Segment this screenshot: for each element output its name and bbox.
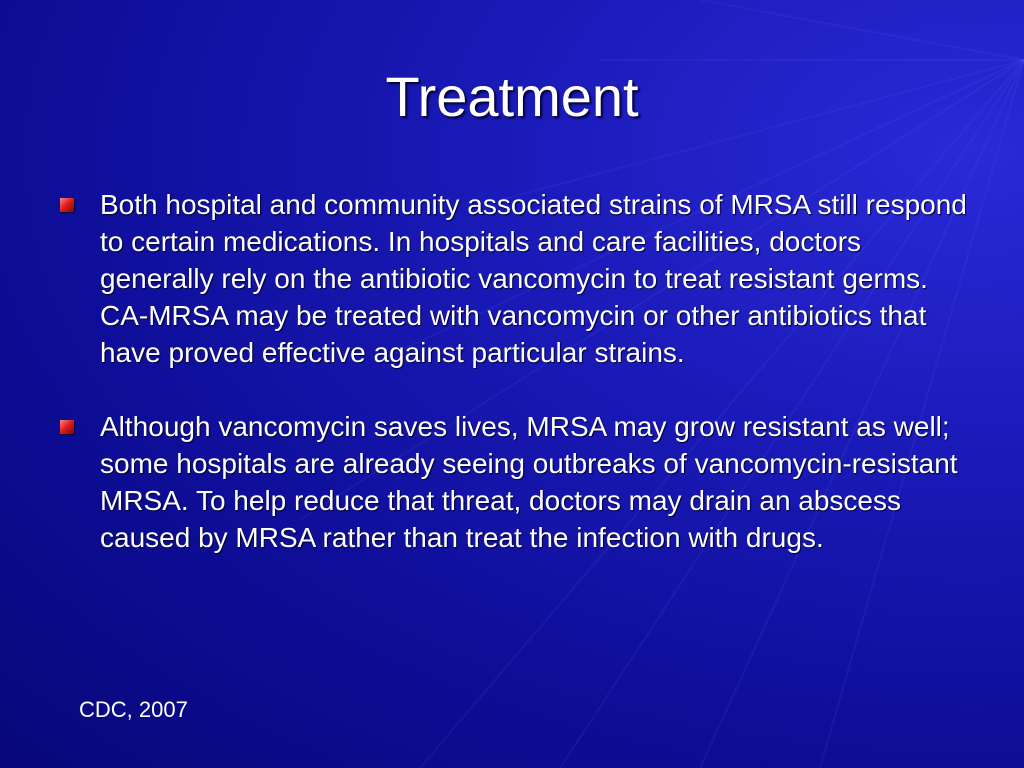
bullet-item — [58, 408, 978, 556]
bullet-item — [58, 186, 978, 371]
slide-title: Treatment — [385, 65, 639, 128]
square-bullet-icon — [60, 420, 74, 434]
bullet-text: Although vancomycin saves lives, MRSA may grow resistant as well; some hospitals are already seeing outbreaks of vancomycin-resistant MRSA. To help reduce that threat, doctors may drain an abscess caused by MRSA rather than treat the infection with drugs. — [100, 411, 958, 553]
bullet-text: Both hospital and community associated strains of MRSA still respond to certain medications. In hospitals and care facilities, doctors generally rely on the antibiotic vancomycin to treat resistant germs. CA-MRSA may be treated with vancomycin or other antibiotics that have proved effective against particular strains. — [100, 189, 967, 368]
square-bullet-icon — [60, 198, 74, 212]
source-citation: CDC, 2007 — [79, 697, 188, 722]
bullet-list — [58, 186, 978, 593]
